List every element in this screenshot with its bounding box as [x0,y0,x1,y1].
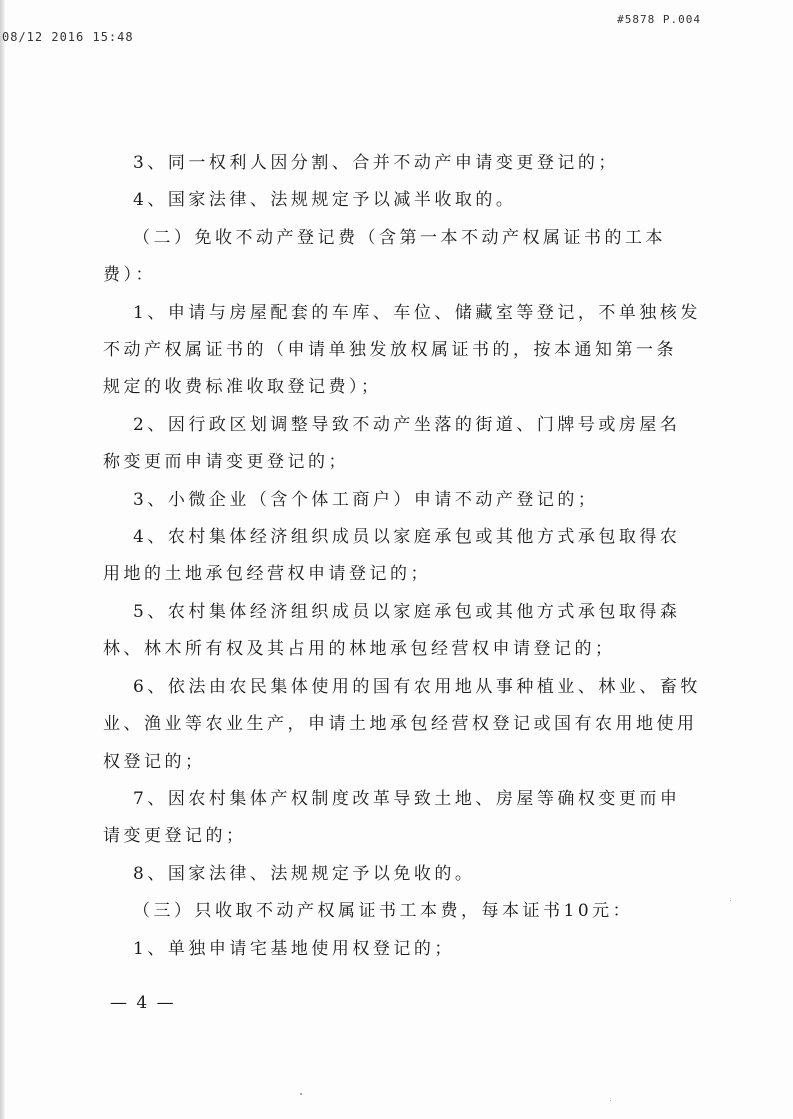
scan-speck [300,1093,302,1095]
document-body [103,145,701,968]
text-line-exempt-item-5-cont: 林、林木所有权及其占用的林地承包经营权申请登记的； [103,639,616,660]
text-line-exempt-item-7: 7、因农村集体产权制度改革导致土地、房屋等确权变更而申 [133,788,681,809]
text-line-exempt-item-2: 2、因行政区划调整导致不动产坐落的街道、门牌号或房屋名 [133,414,681,435]
text-line-exempt-item-3: 3、小微企业（含个体工商户）申请不动产登记的； [133,489,599,510]
text-line-section-3-item-1: 1、单独申请宅基地使用权登记的； [133,938,455,959]
fax-timestamp: 08/12 2016 15:48 [2,30,134,44]
text-line-item-4-half-fee: 4、国家法律、法规规定予以减半收取的。 [133,190,517,211]
text-line-exempt-item-4-cont: 用地的土地承包经营权申请登记的； [103,564,431,585]
text-line-exempt-item-6-cont-a: 业、渔业等农业生产，申请土地承包经营权登记或国有农用地使用 [103,714,698,735]
scan-speck [610,1100,611,1101]
text-line-exempt-item-2-cont: 称变更而申请变更登记的； [103,452,349,473]
text-line-exempt-item-1-cont-a: 不动产权属证书的（申请单独发放权属证书的，按本通知第一条 [103,340,677,361]
text-line-exempt-item-5: 5、农村集体经济组织成员以家庭承包或其他方式承包取得森 [133,601,681,622]
text-line-exempt-item-8: 8、国家法律、法规规定予以免收的。 [133,863,476,884]
page-number: — 4 — [110,993,176,1013]
text-line-exempt-item-1-cont-b: 规定的收费标准收取登记费）； [103,377,382,398]
text-line-exempt-item-7-cont: 请变更登记的； [103,826,247,847]
text-line-exempt-item-6: 6、依法由农民集体使用的国有农用地从事种植业、林业、畜牧 [133,676,701,697]
text-line-section-2-heading-cont: 费）： [103,265,156,286]
scan-speck [730,900,731,901]
text-line-exempt-item-6-cont-b: 权登记的； [103,751,206,772]
text-line-item-3-split-merge: 3、同一权利人因分割、合并不动产申请变更登记的； [133,153,619,173]
text-line-section-2-heading: （二）免收不动产登记费（含第一本不动产权属证书的工本 [133,227,666,248]
fax-page-id: #5878 P.004 [617,13,701,26]
scan-edge-shadow [0,0,5,1119]
text-line-exempt-item-1: 1、申请与房屋配套的车库、车位、储藏室等登记，不单独核发 [133,302,701,323]
text-line-exempt-item-4: 4、农村集体经济组织成员以家庭承包或其他方式承包取得农 [133,527,681,548]
text-line-section-3-heading: （三）只收取不动产权属证书工本费，每本证书10元： [133,901,634,922]
